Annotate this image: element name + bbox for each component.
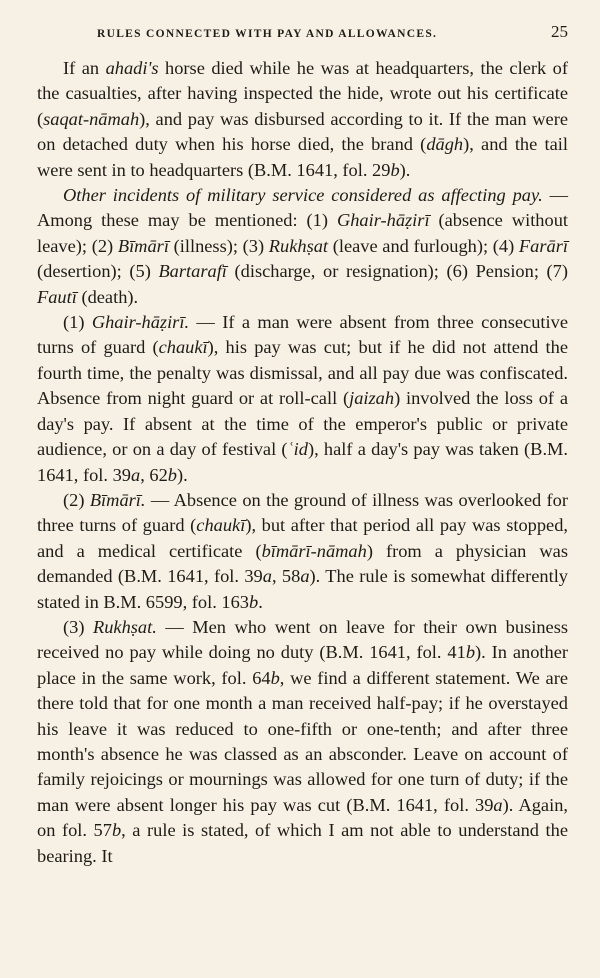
page-number: 25: [551, 22, 568, 41]
paragraph-ghair-haziri: (1) Ghair-hāẓirī. — If a man were absent from three consecutive turns of guard (chaukī), his pay was cut; but if he did not attend the fourth time, the penalty was dismissal, and all pay due was confiscated. Absence from night guard or at roll-call (jaizah) involved the loss of a day's pay. If absent at the time of the emperor's public or private audience, or on a day of festival (ʿid), half a day's pay was taken (B.M. 1641, fol. 39a, 62b).: [37, 312, 568, 485]
paragraph-rukhsat: (3) Rukhṣat. — Men who went on leave for their own business received no pay while doing no duty (B.M. 1641, fol. 41b). In another place in the same work, fol. 64b, we find a different statement. We are there told that for one month a man received half-pay; if he overstayed his leave it was reduced to one-fifth or one-tenth; and after three month's absence he was classed as an absconder. Leave on account of family rejoicings or mournings was allowed for one turn of duty; if the man were absent longer his pay was cut (B.M. 1641, fol. 39a). Again, on fol. 57b, a rule is stated, of which I am not able to understand the bearing. It: [37, 616, 569, 866]
paragraph-other-incidents: Other incidents of military service considered as affecting pay. — Among these may be mentioned: (1) Ghair-hāẓirī (absence without leave); (2) Bīmārī (illness); (3) Rukhṣat (leave and furlough); (4) Farārī (desertion); (5) Bartarafī (discharge, or resignation); (6) Pension; (7) Fautī (death).: [37, 185, 569, 307]
page-header: [37, 22, 568, 52]
body-text: [37, 56, 568, 869]
paragraph-bimari: (2) Bīmārī. — Absence on the ground of illness was overlooked for three turns of guard (chaukī), but after that period all pay was stopped, and a medical certificate (bīmārī-nāmah) from a physician was demanded (B.M. 1641, fol. 39a, 58a). The rule is somewhat differently stated in B.M. 6599, fol. 163b.: [37, 489, 569, 612]
section-heading: Other incidents of military service considered as affecting pay.: [63, 185, 543, 206]
running-head: RULES CONNECTED WITH PAY AND ALLOWANCES.: [97, 28, 438, 40]
paragraph-ahadi-horse: If an ahadi's horse died while he was at headquarters, the clerk of the casualties, after having inspected the hide, wrote out his certificate (saqat-nāmah), and pay was disbursed according to it. If the man were on detached duty when his horse died, the brand (dāgh), and the tail were sent in to headquarters (B.M. 1641, fol. 29b).: [37, 58, 568, 180]
